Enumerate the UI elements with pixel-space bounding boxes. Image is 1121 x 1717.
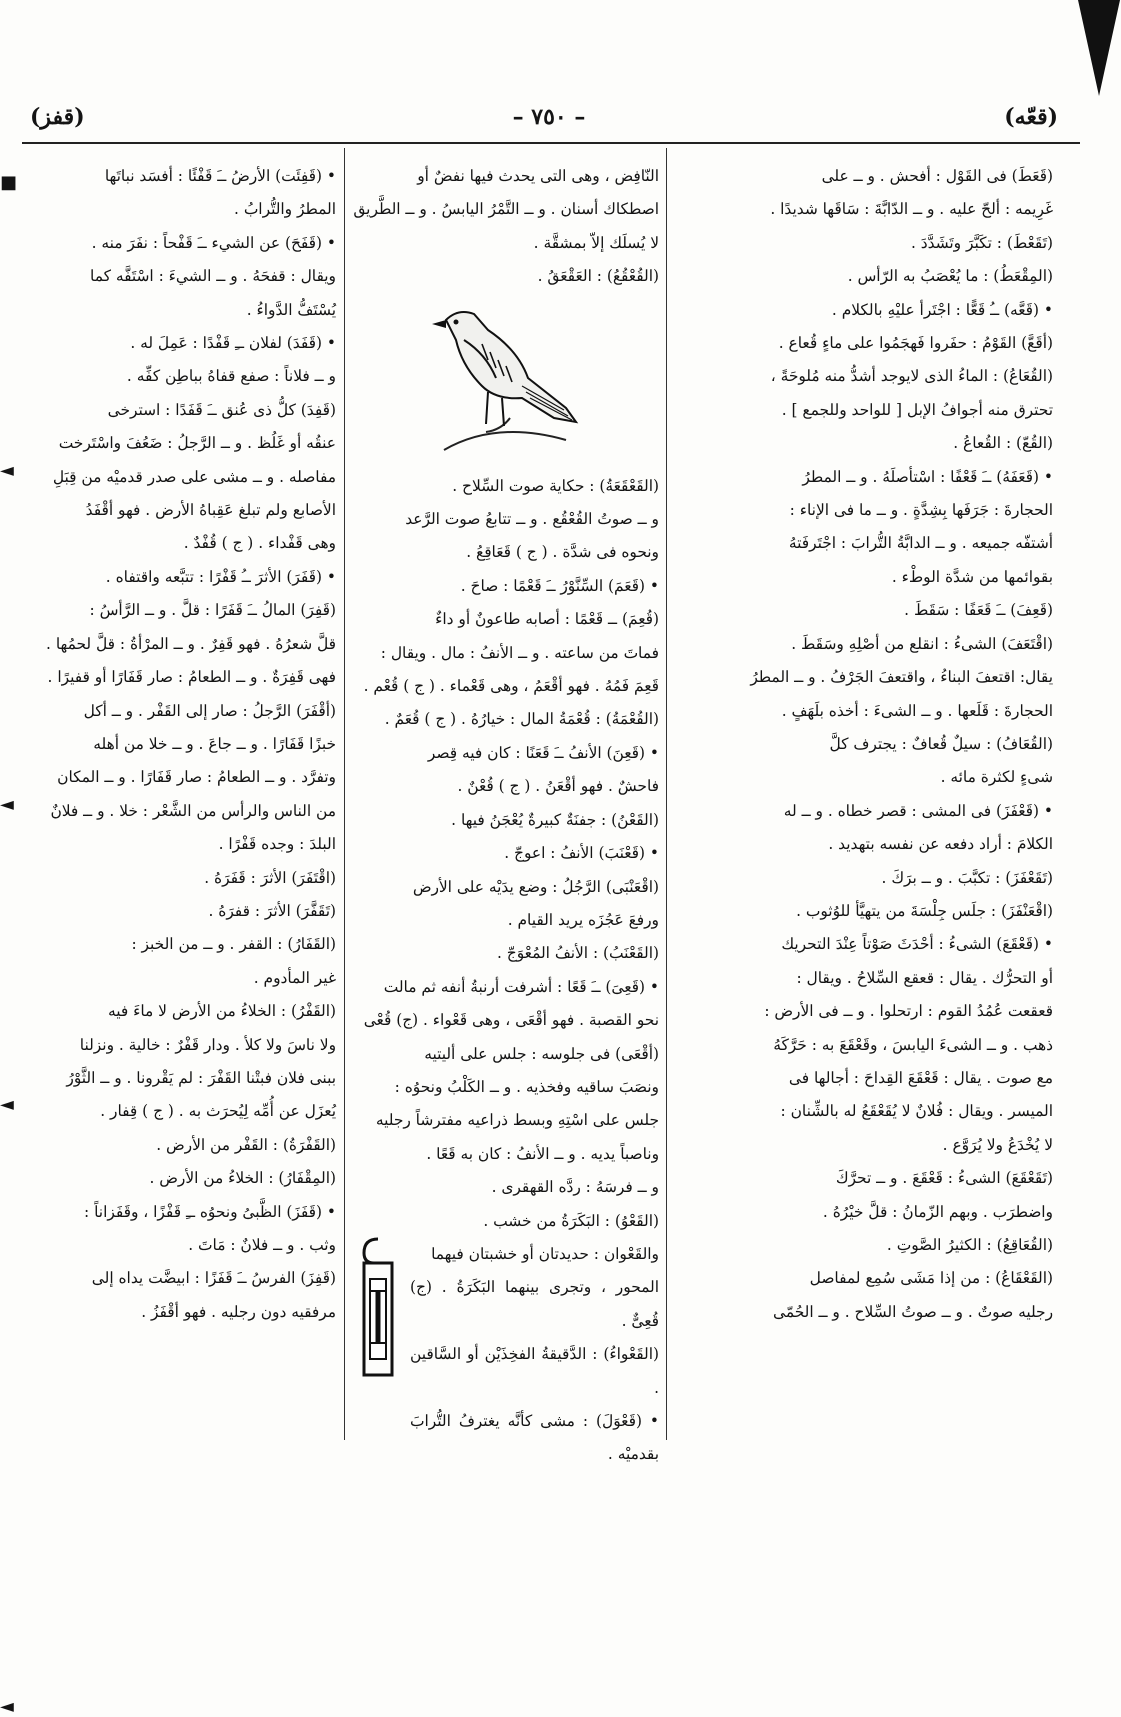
- entry-line: (المِقْفَارُ) : الخلاءُ من الأرض .: [149, 1169, 336, 1188]
- entry-line: (اقْتَعَفَ) الشىءُ : انقلع من أصْلِهِ وسَقَطَ .: [791, 634, 1053, 653]
- entry-line: فماتَ من ساعته . و ــ الأنفُ : مال . ويقال :: [380, 643, 659, 662]
- page-header: [20, 100, 1078, 138]
- entry-line: • (قَعَفَهُ) ــَ قَعْفًا : اسْتأصلَهُ . و ــ المطرُ: [802, 467, 1053, 486]
- entry-line: المطرُ والتُّرابُ .: [234, 200, 336, 219]
- header-left-keyword: (قفز): [30, 104, 85, 130]
- entry-line: ذهب . و ــ الشىءَ اليابسَ ، وقَعْقَعَ به : حَرَّكَهُ: [773, 1035, 1053, 1054]
- entry-line: النّافِض ، وهى التى يحدث فيها نفضٌ أو: [417, 167, 659, 185]
- entry-line: ويقال : قفحَهُ . و ــ الشيءَ : اسْتَفَّه كما: [90, 267, 336, 286]
- entry-line: (القَعْقَعَةُ) : حكاية صوت السِّلاح .: [452, 476, 659, 495]
- page-number: – ٧٥٠ –: [512, 104, 586, 130]
- entry-line: (أقَعَّ) القَوْمُ : حفَروا فَهجَمُوا على ماءٍ قُعاع .: [778, 334, 1053, 353]
- entry-line: عنقُه أو غَلُظ . و ــ الرَّجلُ : ضَعُفَ واسْتَرخت: [58, 434, 336, 453]
- entry-line: قلَّ شعرُهُ . فهو قَفِرٌ . و ــ المرْأةُ : قلَّ لحمُها .: [46, 634, 336, 653]
- entry-line: نحو القصبة . فهو أقْعَى ، وهى قَعْواء . (ج) قُعْى: [363, 1011, 659, 1030]
- entry-line: البلدَ : وجده قَفْرًا .: [218, 835, 336, 854]
- entry-line: (قَعَطَ) فى القَوْل : أفحش . و ــ على: [821, 167, 1053, 185]
- entry-line: (قَفِرَ) المالُ ــَ قَفَرًا : قلَّ . و ــ الرَّأسُ :: [89, 601, 336, 620]
- entry-line: (تَقَعْطَ) : تكَبَّرَ وتَشَدَّدَ .: [910, 233, 1053, 252]
- entry-line: و ــ فرسَهُ : ردَّه القهقرى .: [491, 1178, 659, 1197]
- entry-line: رجليه صوتٌ . و ــ صوتُ السِّلاح . و ــ الحُمّى: [773, 1302, 1053, 1321]
- entry-line: (أقْعَى) فى جلوسه : جلس على أليتيه: [424, 1044, 659, 1063]
- entry-line: ونحوه فى شدَّة . ( ج ) قَعَاقِعُ .: [466, 543, 659, 562]
- entry-line: (القَفَارُ) : القفر . و ــ من الخبز :: [131, 935, 336, 954]
- entry-line: (قَعِفَ) ــَ قَعَفًا : سَقَطَ .: [904, 601, 1053, 620]
- entry-line: غَرِيمه : ألحّ عليه . و ــ الدّابَّةَ : سَاقَها شديدًا .: [770, 200, 1053, 219]
- entry-line: (القُعَاعُ) : الماءُ الذى لايوجد أشدُّ منه مُلوحَةً ،: [770, 367, 1053, 386]
- entry-line: (القَفْرُ) : الخلاءُ من الأرض لا ماءَ فيه: [107, 1002, 336, 1021]
- entry-line: الحجارةَ : جَرَفَها بِشِدَّةٍ . و ــ ما فى الإناء :: [789, 501, 1053, 520]
- entry-line: (قَفِزَ) الفرسُ ــَ قَفَزًا : ابيضَّت يداه إلى: [91, 1269, 336, 1288]
- entry-line: تحترق منه أجوافُ الإبل [ للواحد وللجمع ] .: [781, 400, 1053, 419]
- entry-line: ونصَبَ ساقيه وفخذيه . و ــ الكَلْبُ ونحوُه :: [394, 1077, 659, 1096]
- entry-line: (قَفِدَ) كلُّ ذى عُنق ــَ قَفَدًا : استرخى: [107, 400, 336, 419]
- entry-line: قعقعت عُمُدُ القوم : ارتحلوا . و ــ فى الأرض :: [764, 1002, 1053, 1021]
- entry-line: يُسْتَفُّ الدَّواءُ .: [246, 300, 336, 319]
- entry-line: (القُعْمَةُ) : قُعْمَةُ المال : خيارُهُ . ( ج ) قُعَمٌ .: [384, 710, 659, 729]
- entry-line: (اقْتَفَرَ) الأثرَ : قَفَرَهُ .: [204, 868, 336, 887]
- entry-line: (القَعْقَاعُ) : من إذا مَشَى سُمِع لمفاصل: [809, 1269, 1053, 1288]
- entry-line: أشتفّه جميعه . و ــ الدابَّةُ التُّرابَ : اجْتَرفَتهُ: [788, 534, 1053, 553]
- square-bullet-icon: ■: [0, 172, 18, 193]
- header-rule: [22, 142, 1080, 144]
- entry-line: (القَعْنُ) : جفنَةٌ كبيرةٌ يُعْجَنُ فيها .: [451, 810, 659, 829]
- entry-line: واضطرَب . وبهم الزّمانُ : قلَّ خيْرُهُ .: [822, 1202, 1053, 1221]
- entry-line: الأصابع ولم تبلغ عَقِباهُ الأرض . فهو أقْفَدُ: [85, 501, 336, 520]
- entry-line: بقوائمها من شدَّة الوطْء .: [891, 567, 1053, 586]
- pulley-illustration: [352, 1233, 404, 1383]
- entry-line: (القَفْرَةُ) : القَفْر من الأرض .: [156, 1135, 336, 1154]
- entry-line: • (قَفَزَ) الظَّبىُ ونحوُه ــِ قَفْزًا ، وقَفَزاناً :: [84, 1202, 336, 1221]
- entry-line: قَعِمَ فَمُهُ . فهو أقْعَمُ ، وهى قَعْماء . ( ج ) قُعْم .: [363, 677, 659, 696]
- column-middle: [352, 160, 659, 1464]
- entry-line: (تَقَعْفَزَ) : تكبَّبَ . و ــ برَكَ .: [881, 868, 1053, 887]
- entry-line: مرفقيه دون رجليه . فهو أقْفَزُ .: [141, 1302, 336, 1321]
- entry-line: • (قَعِنَ) الأنفُ ــَ قَعَنًا : كان فيه قِصر: [427, 743, 659, 762]
- bird-illustration: [352, 300, 659, 460]
- entry-line: مفاصله . و ــ مشى على صدر قدميْه من قِبَلِ: [52, 467, 336, 486]
- entry-line: غير المأدوم .: [253, 968, 336, 987]
- entry-line: والقَعْوان : حديدتان أو خشبتان فيهما: [431, 1244, 659, 1263]
- entry-line: • (قَعَمَ) السِّنَّوْرُ ــَ قَعْمًا : صاحَ .: [460, 576, 659, 595]
- entry-line: (القَعْنَبُ) : الأنفُ المُعْوَجّ .: [496, 944, 659, 963]
- entry-line: شىءٍ لكثرة مائه .: [940, 768, 1053, 787]
- column-divider-right: [666, 148, 667, 1440]
- entry-line: وتفرَّد . و ــ الطعامُ : صار قَفَارًا . و ــ المكان: [57, 768, 336, 787]
- entry-line: (القَعْوُ) : البَكَرَةُ من خشب .: [483, 1211, 659, 1230]
- entry-line: وثب . و ــ فلانٌ : مَاتَ .: [188, 1236, 336, 1254]
- entry-line: ببنى فلان فبتْنا القَفْرَ : لم يَقْرونا . و ــ الثَّوْرُ: [66, 1068, 336, 1087]
- entry-line: • (قَعْوَلَ) : مشى كأنَّه يغترفُ التُّرابَ بقدميْه .: [410, 1412, 659, 1464]
- entry-line: (القُعْقُعُ) : العَقْعَقُ .: [537, 267, 659, 286]
- entry-line: ورفعَ عَجُزَه يريد القيام .: [507, 910, 659, 929]
- entry-line: أو التحرُّك . يقال : قعقع السِّلاحُ . ويقال :: [796, 968, 1053, 987]
- entry-line: فاحشٌ . فهو أقْعَنُ . ( ج ) قُعْنٌ .: [457, 777, 659, 796]
- header-right-keyword: (قعّه): [1004, 104, 1058, 130]
- entry-line: و ــ صوتُ القُعْقُع . و ــ تتابعُ صوت الرَّعد: [405, 510, 659, 529]
- pointer-arrow-icon: ◄: [0, 794, 14, 815]
- entry-line: مع صوت . يقال : قَعْقَعَ القِداحَ : أجالها فى: [788, 1068, 1053, 1087]
- entry-line: المحور ، وتجرى بينهما البَكَرَةُ . (ج) قُعِىٌّ .: [410, 1278, 659, 1330]
- entry-line: (القَعْواءُ) : الدَّقيقةُ الفخِذَيْن أو السَّاقين .: [410, 1345, 659, 1397]
- entry-line: لا يُخْدَعُ ولا يُرَوَّع .: [942, 1135, 1053, 1154]
- pointer-arrow-icon: ◄: [0, 460, 14, 481]
- entry-line: الحجارةَ : قَلَعها . و ــ الشىءَ : أخذه بلَهَفٍ .: [781, 701, 1053, 720]
- column-left: [18, 160, 336, 1440]
- entry-line: (اقْعَنْفَزَ) : جلَس جِلْسَةَ من يتهيَّأ للوُثوب .: [796, 901, 1053, 920]
- entry-line: (أقْفَرَ) الرَّجلُ : صار إلى القَفْر . و ــ أكل: [83, 701, 336, 720]
- entry-line: (اقْعَنْبَى) الرَّجُلُ : وضع يدَيْه على الأرض: [412, 877, 659, 896]
- entry-line: لا يُسلَك إلاّ بمشقَّة .: [533, 233, 659, 252]
- entry-line: اصطكاك أسنان . و ــ التَّمْرُ اليابسُ . و ــ الطَّريق: [353, 200, 659, 219]
- entry-line: • (قَعِىَ) ــَ قَعًا : أشرفت أرنبةُ أنفه ثم مالت: [383, 977, 659, 996]
- entry-line: • (قَفَدَ) لفلان ــِ قَفْدًا : عَمِلَ له .: [130, 334, 336, 353]
- entry-line: (القُعّ) : القُعاعُ .: [953, 434, 1053, 453]
- entry-line: الكلامَ : أراد دفعه عن نفسه بتهديد .: [828, 835, 1053, 854]
- column-divider-left: [344, 148, 345, 1440]
- entry-line: و ــ فلاناً : صفع قفاهُ بباطِن كفِّه .: [126, 367, 336, 386]
- entry-line: • (قَفِئَت) الأرضُ ــَ قَفْئًا : أفسَد نباتَها: [104, 167, 336, 185]
- entry-line: الميسر . ويقال : فُلانٌ لا يُقَعْقَعُ له بالشِّنان :: [780, 1102, 1053, 1121]
- column-right: [673, 160, 1053, 1440]
- pointer-arrow-icon: ◄: [0, 1094, 14, 1115]
- entry-line: ولا ناسَ ولا كلأ . ودار قَفْرٌ : خالية . ونزلنا: [79, 1035, 336, 1054]
- corner-thumb-tab: [1078, 0, 1120, 96]
- entry-line: فهى قَفِرَةٌ . و ــ الطعامُ : صار قَفَارًا أو قفيرًا .: [47, 668, 336, 687]
- entry-line: (تَقَفَّرَ) الأثرَ : قفرَهُ .: [208, 901, 336, 920]
- left-margin-marks: [0, 160, 18, 1717]
- entry-line: (المِقْعَطُ) : ما يُعْصَبُ به الرّأس .: [847, 267, 1053, 286]
- entry-line: • (قَعْنَبَ) الأنفُ : اعوجّ .: [504, 844, 659, 863]
- entry-line: وناصباً يديه . و ــ الأنفُ : كان به قَعًا .: [426, 1144, 659, 1163]
- entry-line: • (قَفَرَ) الأثرَ ــُ قَفْرًا : تتبَّعه واقتفاه .: [105, 567, 336, 586]
- entry-line: يُعزَل عن أُمِّه لِيُحرَث به . ( ج ) قِفار .: [100, 1102, 336, 1121]
- entry-line: (قُعِمَ) ــ قَعْمًا : أصابه طاعونٌ أو داءٌ: [435, 610, 659, 629]
- entry-line: يقال: اقتعفَ البناءُ ، واقتعفَ الجَرْفُ . و ــ المطرُ: [750, 668, 1053, 687]
- pointer-arrow-icon: ◄: [0, 1696, 14, 1717]
- entry-line: (القُعَاقِعُ) : الكثيرُ الصَّوتِ .: [886, 1236, 1053, 1254]
- entry-line: من الناس والرأس من الشَّعْر : خلا . و ــ فلانٌ: [50, 801, 336, 820]
- pulley-entry: [352, 1205, 659, 1472]
- entry-line: • (قَعَّه) ــُ قَعًّا : اجْتَرأ عليْهِ بالكلام .: [831, 300, 1053, 319]
- entry-line: • (قَفَحَ) عن الشيء ــَ قَفْحاً : نفَرَ منه .: [91, 233, 336, 252]
- entry-line: (القُعَافُ) : سيلٌ قُعافٌ : يجترف كلَّ: [829, 734, 1053, 753]
- entry-line: • (قَعْقَعَ) الشىءُ : أحْدَثَ صَوْتاً عِنْدَ التحريك: [781, 935, 1053, 954]
- entry-line: • (قَعْفَزَ) فى المشى : قصر خطاه . و ــ له: [783, 801, 1053, 820]
- entry-line: وهى قَفْداء . ( ج ) قُفْدٌ .: [183, 534, 336, 553]
- entry-line: جلس على اسْتِهِ وبسط ذراعيه مفترشاً رجليه: [375, 1111, 659, 1130]
- entry-line: (تَقَعْقَعَ) الشىءُ : قَعْقَعَ . و ــ تحرَّكَ: [835, 1169, 1053, 1188]
- entry-line: خبزًا قَفَارًا . و ــ جاعَ . و ــ خلا من أهله: [93, 734, 336, 753]
